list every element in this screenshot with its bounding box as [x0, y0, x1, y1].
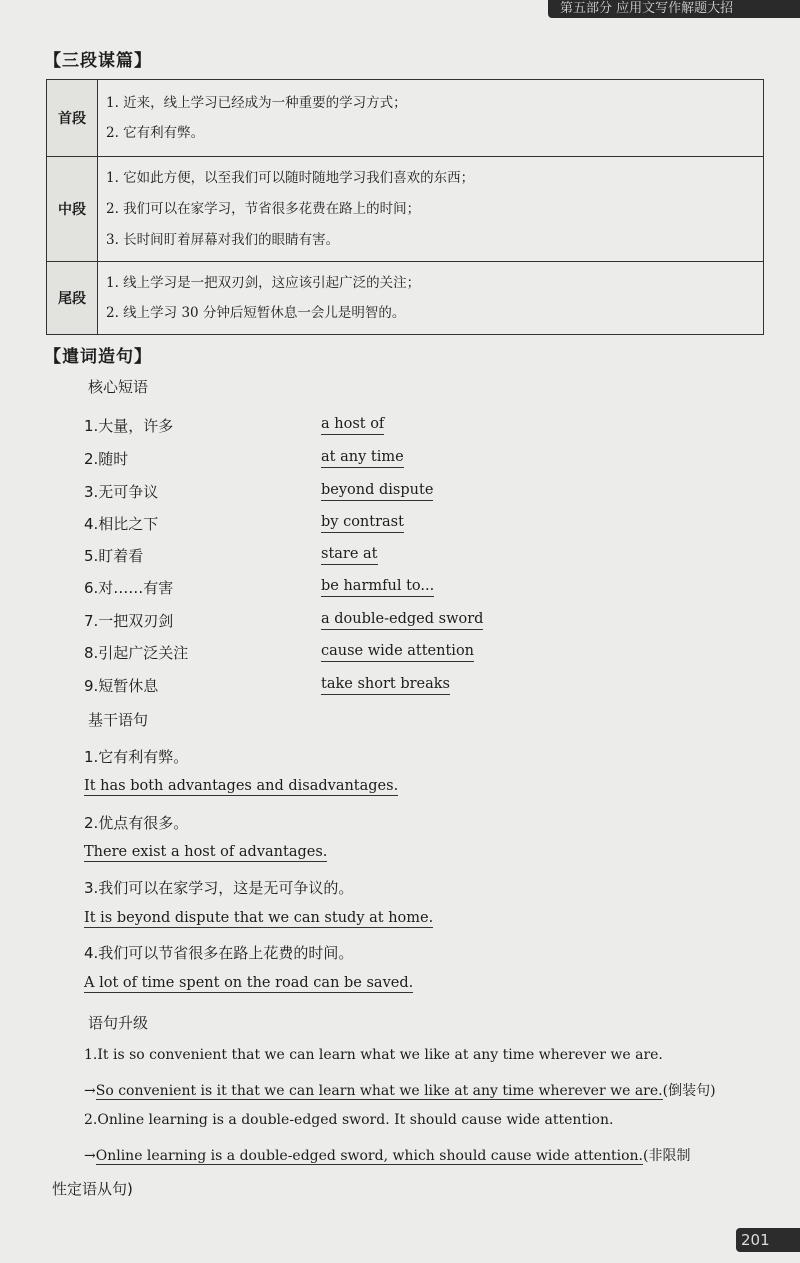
phrase-en: be harmful to...	[321, 578, 434, 597]
phrase-cn: 9.短暂休息	[84, 677, 159, 695]
plan-row-opening	[47, 80, 764, 157]
phrase-en: at any time	[321, 449, 404, 468]
plan-line: 2. 它有利有弊。	[106, 125, 205, 141]
phrase-en: cause wide attention	[321, 643, 474, 662]
basic-sentence-en: There exist a host of advantages.	[84, 844, 328, 860]
phrase-cn: 2.随时	[84, 450, 129, 468]
basic-sentence-en: A lot of time spent on the road can be saved.	[84, 975, 414, 991]
upgrade-original-2: 2.Online learning is a double-edged sword. It should cause wide attention.	[84, 1112, 614, 1128]
running-header: 第五部分 应用文写作解题大招	[548, 0, 800, 18]
plan-line: 1. 线上学习是一把双刃剑，这应该引起广泛的关注；	[106, 275, 421, 291]
upgrade-original-1: 1.It is so convenient that we can learn what we like at any time wherever we are.	[84, 1047, 663, 1063]
basic-sentence-en: It is beyond dispute that we can study at home.	[84, 910, 434, 926]
basic-sentence-en: It has both advantages and disadvantages.	[84, 778, 399, 794]
phrase-en: beyond dispute	[321, 482, 433, 501]
paragraph-plan-table	[46, 79, 764, 335]
grammar-note-continued: 性定语从句)	[52, 1180, 133, 1198]
phrase-cn: 5.盯着看	[84, 547, 144, 565]
basic-sentence-cn: 4.我们可以节省很多在路上花费的时间。	[84, 944, 354, 962]
plan-line: 1. 它如此方便，以至我们可以随时随地学习我们喜欢的东西；	[106, 169, 475, 186]
plan-row-middle	[47, 157, 764, 262]
phrase-en: a double-edged sword	[321, 611, 483, 630]
phrase-cn: 6.对……有害	[84, 579, 174, 597]
plan-line: 3. 长时间盯着屏幕对我们的眼睛有害。	[106, 231, 340, 248]
basic-sentence-cn: 2.优点有很多。	[84, 814, 189, 832]
basic-sentence-cn: 1.它有利有弊。	[84, 748, 189, 766]
phrase-en: by contrast	[321, 514, 404, 533]
phrase-cn: 3.无可争议	[84, 483, 159, 501]
phrase-cn: 8.引起广泛关注	[84, 644, 189, 662]
arrow-icon: →	[84, 1083, 96, 1099]
plan-row-content	[98, 80, 764, 157]
upgrade-rewrite-text: So convenient is it that we can learn what we like at any time wherever we are.	[95, 1083, 663, 1099]
upgrade-rewrite-2	[84, 1145, 690, 1165]
plan-row-label: 尾段	[47, 262, 98, 335]
phrase-cn: 7.一把双刃剑	[84, 612, 174, 630]
plan-line: 2. 我们可以在家学习，节省很多花费在路上的时间；	[106, 200, 421, 217]
section-title-structure: 【三段谋篇】	[44, 51, 152, 71]
phrase-en: take short breaks	[321, 676, 450, 695]
subtitle-basic-sentences: 基干语句	[88, 711, 149, 729]
upgrade-rewrite-text: Online learning is a double-edged sword, which should cause wide attention.	[95, 1148, 643, 1164]
section-title-wording: 【遣词造句】	[44, 347, 152, 367]
phrase-cn: 1.大量，许多	[84, 417, 174, 435]
plan-line: 2. 线上学习 30 分钟后短暂休息一会儿是明智的。	[106, 305, 406, 321]
plan-line: 1. 近来，线上学习已经成为一种重要的学习方式；	[106, 95, 407, 111]
phrase-en: stare at	[321, 546, 378, 565]
arrow-icon: →	[84, 1148, 96, 1164]
phrase-en: a host of	[321, 416, 384, 435]
phrase-cn: 4.相比之下	[84, 515, 159, 533]
basic-sentence-cn: 3.我们可以在家学习，这是无可争议的。	[84, 879, 354, 897]
grammar-note: (非限制	[643, 1148, 691, 1164]
grammar-note: (倒装句)	[662, 1083, 716, 1099]
plan-row-closing	[47, 262, 764, 335]
subtitle-sentence-upgrade: 语句升级	[88, 1014, 149, 1032]
plan-row-label: 中段	[47, 157, 98, 262]
subtitle-core-phrases: 核心短语	[88, 378, 149, 396]
plan-row-label: 首段	[47, 80, 98, 157]
plan-row-content	[98, 157, 764, 262]
page-number: 201	[736, 1228, 800, 1252]
upgrade-rewrite-1	[84, 1080, 716, 1100]
plan-row-content	[98, 262, 764, 335]
